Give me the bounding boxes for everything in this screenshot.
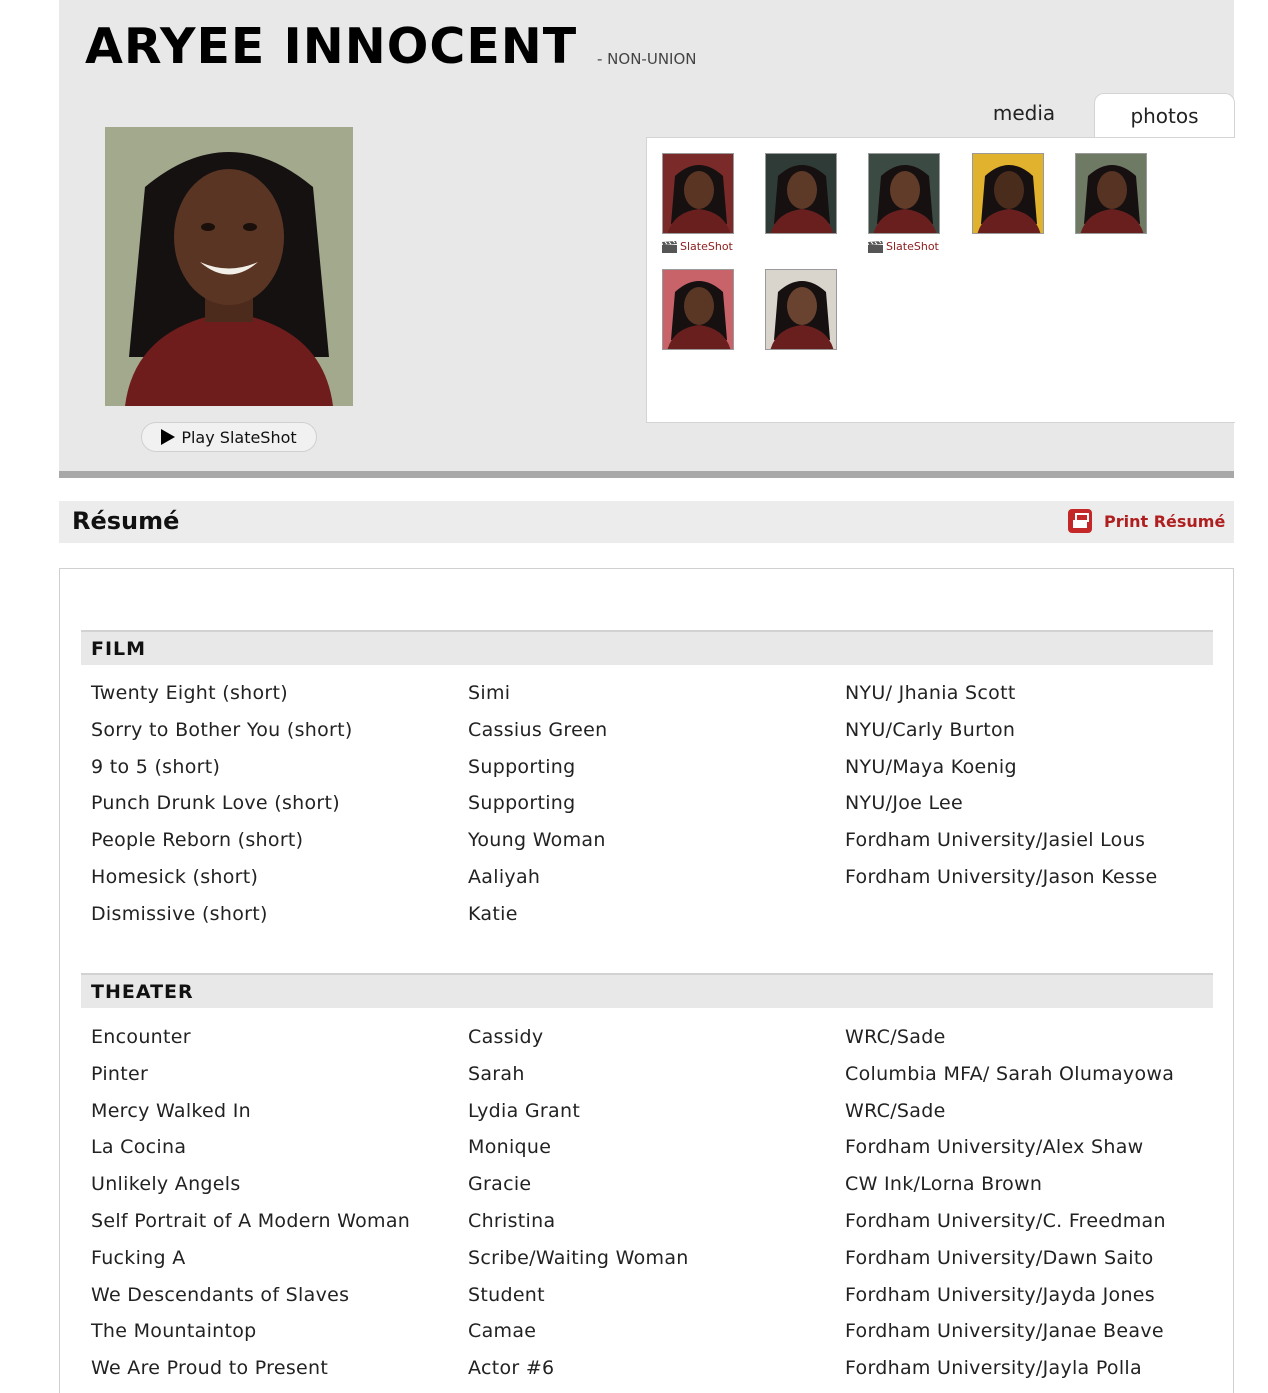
- credit-row: [0, 1100, 1268, 1130]
- credit-project: Mercy Walked In: [91, 1100, 251, 1122]
- photo-thumbnail[interactable]: [868, 153, 940, 234]
- credit-row: [0, 719, 1268, 749]
- credit-company: Fordham University/Jayda Jones: [845, 1284, 1155, 1306]
- credit-role: Student: [468, 1284, 545, 1306]
- credit-row: [0, 1247, 1268, 1277]
- credit-role: Lydia Grant: [468, 1100, 581, 1122]
- header-divider: [59, 471, 1234, 478]
- section-title: FILM: [91, 638, 147, 660]
- resume-header-bar: [59, 501, 1234, 543]
- credit-company: Fordham University/Janae Beave: [845, 1320, 1164, 1342]
- photo-thumbnail[interactable]: [765, 269, 837, 350]
- credit-project: Punch Drunk Love (short): [91, 792, 341, 814]
- credit-row: [0, 1136, 1268, 1166]
- print-resume-label: Print Résumé: [1104, 511, 1226, 531]
- credit-company: NYU/Maya Koenig: [845, 756, 1017, 778]
- photo-thumbnail[interactable]: [662, 153, 734, 234]
- credit-company: NYU/Carly Burton: [845, 719, 1016, 741]
- credit-row: [0, 1173, 1268, 1203]
- credit-row: [0, 1320, 1268, 1350]
- credit-role: Young Woman: [468, 829, 606, 851]
- credit-role: Christina: [468, 1210, 556, 1232]
- credit-role: Monique: [468, 1136, 552, 1158]
- play-slateshot-button[interactable]: [141, 422, 317, 452]
- credit-project: Pinter: [91, 1063, 149, 1085]
- slateshot-link[interactable]: [662, 240, 733, 253]
- tab-media[interactable]: media: [992, 101, 1056, 125]
- credit-row: [0, 792, 1268, 822]
- credit-company: Fordham University/Jasiel Lous: [845, 829, 1146, 851]
- credit-project: Twenty Eight (short): [91, 682, 288, 704]
- credit-row: [0, 1284, 1268, 1314]
- credit-project: Sorry to Bother You (short): [91, 719, 353, 741]
- credit-row: [0, 829, 1268, 859]
- play-icon: [161, 429, 175, 445]
- tab-photos[interactable]: photos: [1094, 93, 1235, 138]
- credit-project: The Mountaintop: [91, 1320, 257, 1342]
- play-slateshot-label: Play SlateShot: [181, 427, 297, 447]
- credit-project: We Descendants of Slaves: [91, 1284, 350, 1306]
- credit-row: [0, 682, 1268, 712]
- credit-row: [0, 1063, 1268, 1093]
- credit-project: Dismissive (short): [91, 903, 268, 925]
- main-headshot-image[interactable]: [105, 127, 353, 406]
- credit-project: Fucking A: [91, 1247, 186, 1269]
- credit-role: Scribe/Waiting Woman: [468, 1247, 689, 1269]
- resume-title: Résumé: [72, 507, 180, 535]
- credit-project: Self Portrait of A Modern Woman: [91, 1210, 411, 1232]
- credit-company: Fordham University/Jason Kesse: [845, 866, 1158, 888]
- union-status: - NON-UNION: [597, 50, 697, 68]
- credit-project: Encounter: [91, 1026, 191, 1048]
- credit-project: 9 to 5 (short): [91, 756, 221, 778]
- credit-company: WRC/Sade: [845, 1100, 946, 1122]
- credit-project: La Cocina: [91, 1136, 187, 1158]
- credit-role: Katie: [468, 903, 518, 925]
- section-header-bar: [81, 630, 1213, 665]
- credit-project: Homesick (short): [91, 866, 259, 888]
- credit-project: We Are Proud to Present: [91, 1357, 329, 1379]
- credit-project: Unlikely Angels: [91, 1173, 241, 1195]
- photo-thumbnail[interactable]: [765, 153, 837, 234]
- credit-company: Fordham University/Jayla Polla: [845, 1357, 1142, 1379]
- photo-thumbnail[interactable]: [662, 269, 734, 350]
- credit-row: [0, 1357, 1268, 1387]
- credit-role: Aaliyah: [468, 866, 541, 888]
- clapperboard-icon: [662, 241, 677, 253]
- credit-company: Columbia MFA/ Sarah Olumayowa: [845, 1063, 1175, 1085]
- credit-row: [0, 866, 1268, 896]
- credit-role: Cassius Green: [468, 719, 608, 741]
- credit-role: Camae: [468, 1320, 537, 1342]
- printer-icon: [1068, 509, 1092, 533]
- credit-role: Supporting: [468, 792, 576, 814]
- credit-project: People Reborn (short): [91, 829, 304, 851]
- actor-name: ARYEE INNOCENT: [85, 18, 578, 75]
- credit-row: [0, 756, 1268, 786]
- photo-thumbnail[interactable]: [1075, 153, 1147, 234]
- section-title: THEATER: [91, 981, 194, 1003]
- credit-role: Simi: [468, 682, 511, 704]
- credit-role: Gracie: [468, 1173, 532, 1195]
- print-resume-button[interactable]: [1068, 509, 1225, 533]
- clapperboard-icon: [868, 241, 883, 253]
- slateshot-label: SlateShot: [680, 240, 733, 253]
- credit-company: NYU/Joe Lee: [845, 792, 964, 814]
- slateshot-link[interactable]: [868, 240, 939, 253]
- credit-company: Fordham University/Alex Shaw: [845, 1136, 1144, 1158]
- credit-role: Actor #6: [468, 1357, 555, 1379]
- credit-role: Supporting: [468, 756, 576, 778]
- photo-thumbnail[interactable]: [972, 153, 1044, 234]
- credit-role: Cassidy: [468, 1026, 544, 1048]
- credit-row: [0, 1026, 1268, 1056]
- credit-role: Sarah: [468, 1063, 525, 1085]
- credit-company: CW Ink/Lorna Brown: [845, 1173, 1043, 1195]
- credit-company: NYU/ Jhania Scott: [845, 682, 1016, 704]
- section-header-bar: [81, 973, 1213, 1008]
- credit-row: [0, 903, 1268, 933]
- credit-row: [0, 1210, 1268, 1240]
- credit-company: Fordham University/C. Freedman: [845, 1210, 1166, 1232]
- slateshot-label: SlateShot: [886, 240, 939, 253]
- credit-company: WRC/Sade: [845, 1026, 946, 1048]
- credit-company: Fordham University/Dawn Saito: [845, 1247, 1154, 1269]
